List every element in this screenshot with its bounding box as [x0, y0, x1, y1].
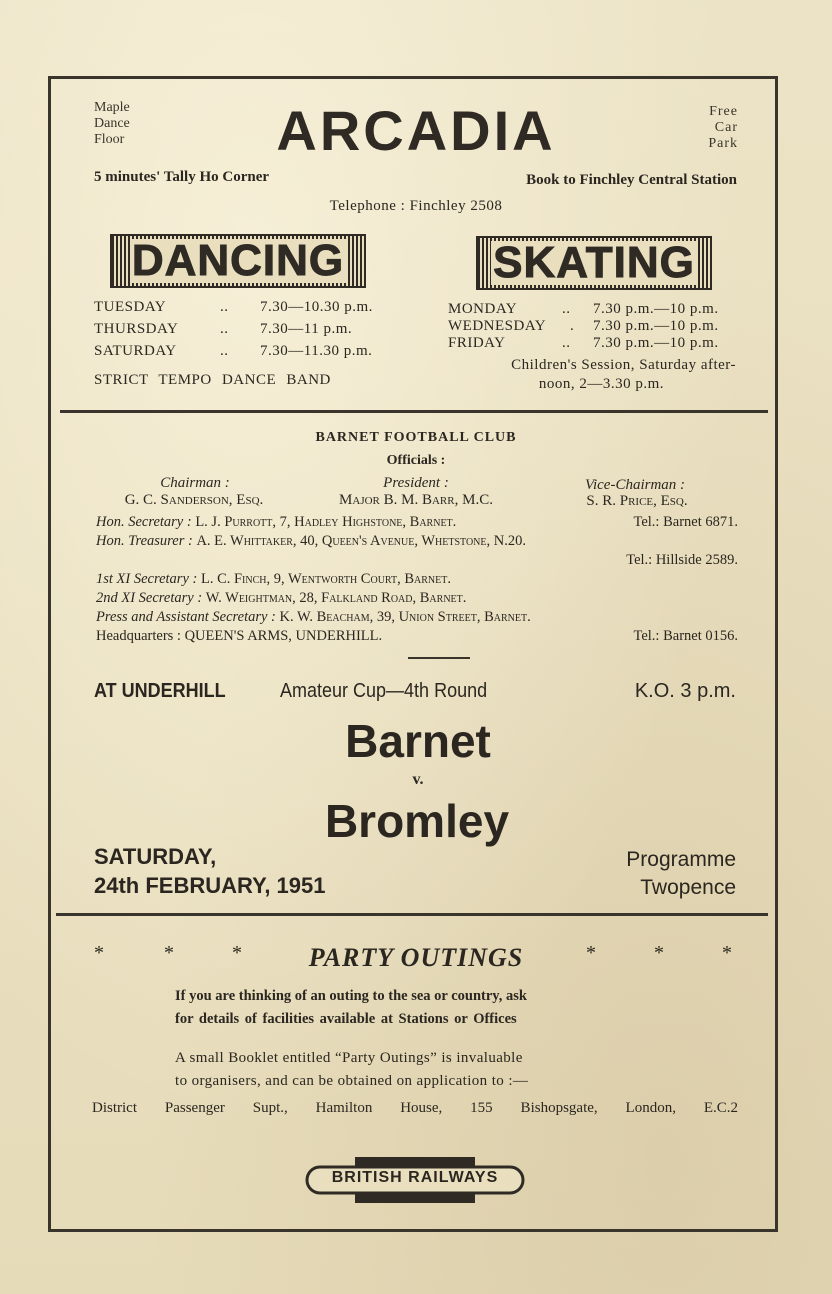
official-role: Press and Assistant Secretary : [96, 609, 276, 625]
separator: .. [220, 343, 229, 359]
official-details: QUEEN'S ARMS, UNDERHILL. [184, 628, 383, 644]
official-line [96, 514, 738, 533]
dancing-banner-text: DANCING [131, 236, 345, 285]
official-details: K. W. Beacham, 39, Union Street, Barnet. [279, 609, 531, 625]
chairman-label: Chairman : [160, 475, 230, 491]
vice-chairman-name: S. R. Price, Esq. [586, 493, 688, 509]
note-line: Car [714, 120, 738, 135]
ad-line: to organisers, and can be obtained on application to :— [175, 1073, 529, 1089]
official-line [96, 533, 738, 552]
star-icon: * [654, 942, 664, 964]
officials-heading: Officials : [386, 453, 446, 468]
official-line [96, 552, 738, 571]
ad-line: A small Booklet entitled “Party Outings” is invaluable [175, 1050, 523, 1066]
official-role: Hon. Secretary : [96, 514, 192, 530]
separator: . [570, 318, 575, 334]
venue-text: AT UNDERHILL [94, 680, 226, 702]
official-tel: Tel.: Hillside 2589. [626, 552, 738, 568]
british-railways-text: BRITISH RAILWAYS [331, 1169, 499, 1186]
dancing-row [94, 296, 394, 318]
party-outings-title: PARTY OUTINGS [308, 943, 524, 972]
official-details: L. J. Purrott, 7, Hadley Highstone, Barnet. [195, 514, 457, 530]
away-team: Bromley [324, 795, 510, 847]
separator: .. [562, 335, 571, 351]
skating-schedule [448, 298, 738, 349]
skating-row [448, 315, 738, 332]
time: 7.30—11 p.m. [260, 321, 353, 337]
match-date: 24th FEBRUARY, 1951 [94, 873, 326, 898]
official-role: 2nd XI Secretary : [96, 590, 203, 606]
official-line [96, 590, 738, 609]
day: WEDNESDAY [448, 318, 547, 334]
childrens-session-line: noon, 2—3.30 p.m. [538, 376, 664, 392]
note-line: Dance [94, 116, 130, 131]
president-name: Major B. M. Barr, M.C. [339, 492, 493, 508]
official-line [96, 628, 738, 647]
day: FRIDAY [448, 335, 506, 351]
president-label: President : [383, 475, 449, 491]
short-divider [408, 657, 470, 659]
star-icon: * [164, 942, 174, 964]
official-details: L. C. Finch, 9, Wentworth Court, Barnet. [200, 571, 451, 587]
british-railways-logo [305, 1155, 525, 1205]
note-line: Park [708, 136, 738, 151]
separator: .. [220, 321, 229, 337]
star-icon: * [586, 942, 596, 964]
kickoff-text: K.O. 3 p.m. [634, 680, 736, 702]
day: MONDAY [448, 301, 518, 317]
competition-text: Amateur Cup—4th Round [280, 680, 488, 702]
home-team: Barnet [345, 715, 491, 767]
skating-banner-text: SKATING [493, 238, 695, 287]
official-line [96, 609, 738, 628]
programme-price: Twopence [640, 876, 736, 899]
official-details: A. E. Whittaker, 40, Queen's Avenue, Whetstone, N.20. [196, 533, 526, 549]
separator: .. [562, 301, 571, 317]
divider [56, 913, 768, 916]
note-line: Maple [94, 100, 130, 115]
station-text: Book to Finchley Central Station [526, 172, 737, 188]
match-day: SATURDAY, [94, 844, 217, 869]
note-line: Free [709, 104, 738, 119]
star-icon: * [94, 942, 104, 964]
note-line: Floor [94, 132, 125, 147]
day: SATURDAY [94, 343, 177, 359]
officials-list [96, 514, 738, 647]
time: 7.30—11.30 p.m. [260, 343, 373, 359]
childrens-session [448, 356, 736, 394]
skating-banner [476, 236, 712, 290]
ad-line: for details of facilities available at Stations or Offices [175, 1011, 517, 1027]
ad-line: If you are thinking of an outing to the sea or country, ask [175, 988, 527, 1004]
car-park-note [690, 104, 738, 152]
chairman-name: G. C. Sanderson, Esq. [124, 492, 264, 508]
childrens-session-line: Children's Session, Saturday after- [511, 357, 736, 373]
day: THURSDAY [94, 321, 179, 337]
dancing-banner [110, 234, 366, 288]
time: 7.30 p.m.—10 p.m. [593, 318, 719, 334]
programme-label: Programme [626, 848, 736, 871]
time: 7.30—10.30 p.m. [260, 299, 373, 315]
official-details: W. Weightman, 28, Falkland Road, Barnet. [205, 590, 467, 606]
telephone-text: Telephone : Finchley 2508 [329, 198, 503, 214]
dancing-row [94, 340, 394, 362]
ad-address: District Passenger Supt., Hamilton House, 155 Bishopsgate, London, E.C.2 [92, 1100, 738, 1116]
star-icon: * [232, 942, 242, 964]
dancing-schedule [94, 296, 394, 362]
day: TUESDAY [94, 299, 167, 315]
divider [60, 410, 768, 413]
skating-row [448, 332, 738, 349]
official-role: 1st XI Secretary : [96, 571, 198, 587]
skating-row [448, 298, 738, 315]
official-line [96, 571, 738, 590]
official-role: Headquarters : [96, 628, 181, 644]
time: 7.30 p.m.—10 p.m. [593, 335, 719, 351]
club-name: BARNET FOOTBALL CLUB [315, 430, 517, 445]
vice-chairman-label: Vice-Chairman : [584, 477, 686, 493]
star-icon: * [722, 942, 732, 964]
time: 7.30 p.m.—10 p.m. [593, 301, 719, 317]
dance-band-text: STRICT TEMPO DANCE BAND [94, 372, 331, 388]
versus-text: v. [412, 771, 424, 788]
separator: .. [220, 299, 229, 315]
location-text: 5 minutes' Tally Ho Corner [94, 169, 270, 185]
arcadia-title: ARCADIA [276, 99, 556, 162]
official-tel: Tel.: Barnet 6871. [633, 514, 738, 530]
dancing-row [94, 318, 394, 340]
official-role: Hon. Treasurer : [96, 533, 193, 549]
official-tel: Tel.: Barnet 0156. [633, 628, 738, 644]
